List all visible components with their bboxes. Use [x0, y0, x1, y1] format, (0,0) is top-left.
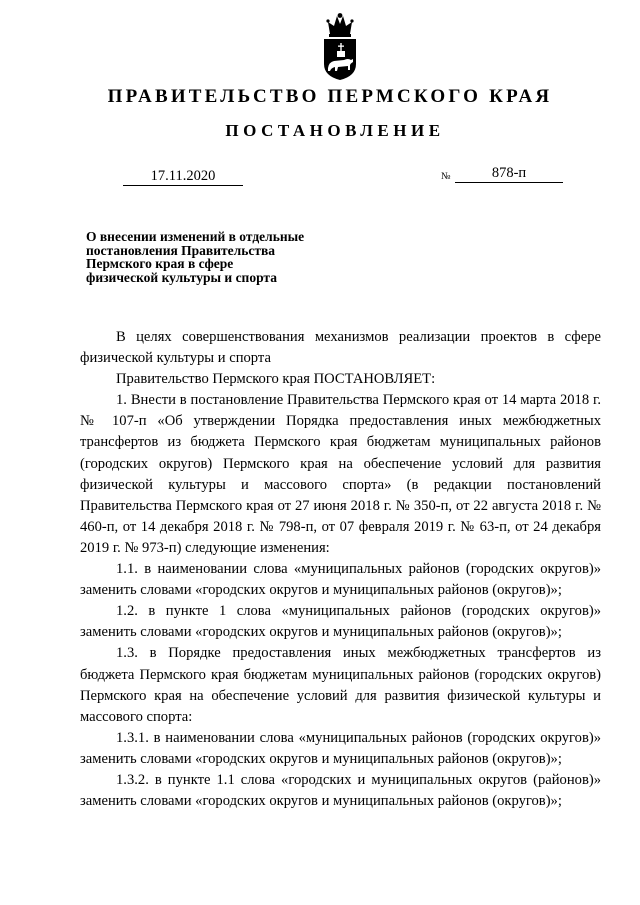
body-paragraph: Правительство Пермского края ПОСТАНОВЛЯЕТ: — [116, 371, 436, 388]
document-body — [80, 327, 601, 812]
document-type: ПОСТАНОВЛЕНИЕ — [225, 121, 445, 140]
subject-line: постановления Правительства — [86, 242, 275, 258]
body-paragraph: 1.3.1. в наименовании слова «муниципальных районов (городских округов)» заменить словами «городских округов и муниципальных районов (округов)»; — [80, 729, 601, 767]
subject-line: О внесении изменений в отдельные — [86, 229, 305, 244]
body-paragraph: 1.3. в Порядке предоставления иных межбюджетных трансфертов из бюджета Пермского края бюджетам муниципальных районов (городских округов) Пермского края на обеспечение условий для развития физической культуры и массового спорта: — [80, 645, 601, 725]
document-subject — [86, 230, 336, 284]
government-title: ПРАВИТЕЛЬСТВО ПЕРМСКОГО КРАЯ — [107, 86, 553, 107]
body-paragraph: В целях совершенствования механизмов реализации проектов в сфере физической культуры и спорта — [80, 329, 601, 367]
body-paragraph: 1.3.2. в пункте 1.1 слова «городских и муниципальных округов (районов)» заменить словами «городских округов и муниципальных районов (округов)»; — [80, 771, 601, 810]
number-sign: № — [441, 171, 451, 182]
body-paragraph: 1.1. в наименовании слова «муниципальных районов (городских округов)» заменить словами «городских округов и муниципальных районов (округов)»; — [80, 561, 601, 599]
document-date: 17.11.2020 — [123, 168, 243, 186]
body-paragraph: 1.2. в пункте 1 слова «муниципальных районов (городских округов)» заменить словами «городских округов и муниципальных районов (округов)»; — [80, 603, 601, 641]
body-paragraph: 1. Внести в постановление Правительства Пермского края от 14 марта 2018 г. № 107-п «Об утверждении Порядка предоставления иных межбюджетных трансфертов из бюджета Пермского края бюджетам муниципальных районов (городских округов) Пермского края на обеспечение условий для развития физической культуры и массового спорта» (в редакции постановлений Правительства Пермского края от 27 июня 2018 г. № 350-п, от 22 августа 2018 г. № 460-п, от 14 декабря 2018 г. № 798-п, от 07 февраля 2019 г. № 63-п, от 24 декабря 2019 г. № 973-п) следующие изменения: — [80, 392, 601, 556]
subject-line: физической культуры и спорта — [86, 269, 277, 285]
coat-of-arms-icon — [318, 12, 362, 82]
document-number: 878-п — [455, 165, 563, 183]
subject-line: Пермского края в сфере — [86, 256, 234, 271]
